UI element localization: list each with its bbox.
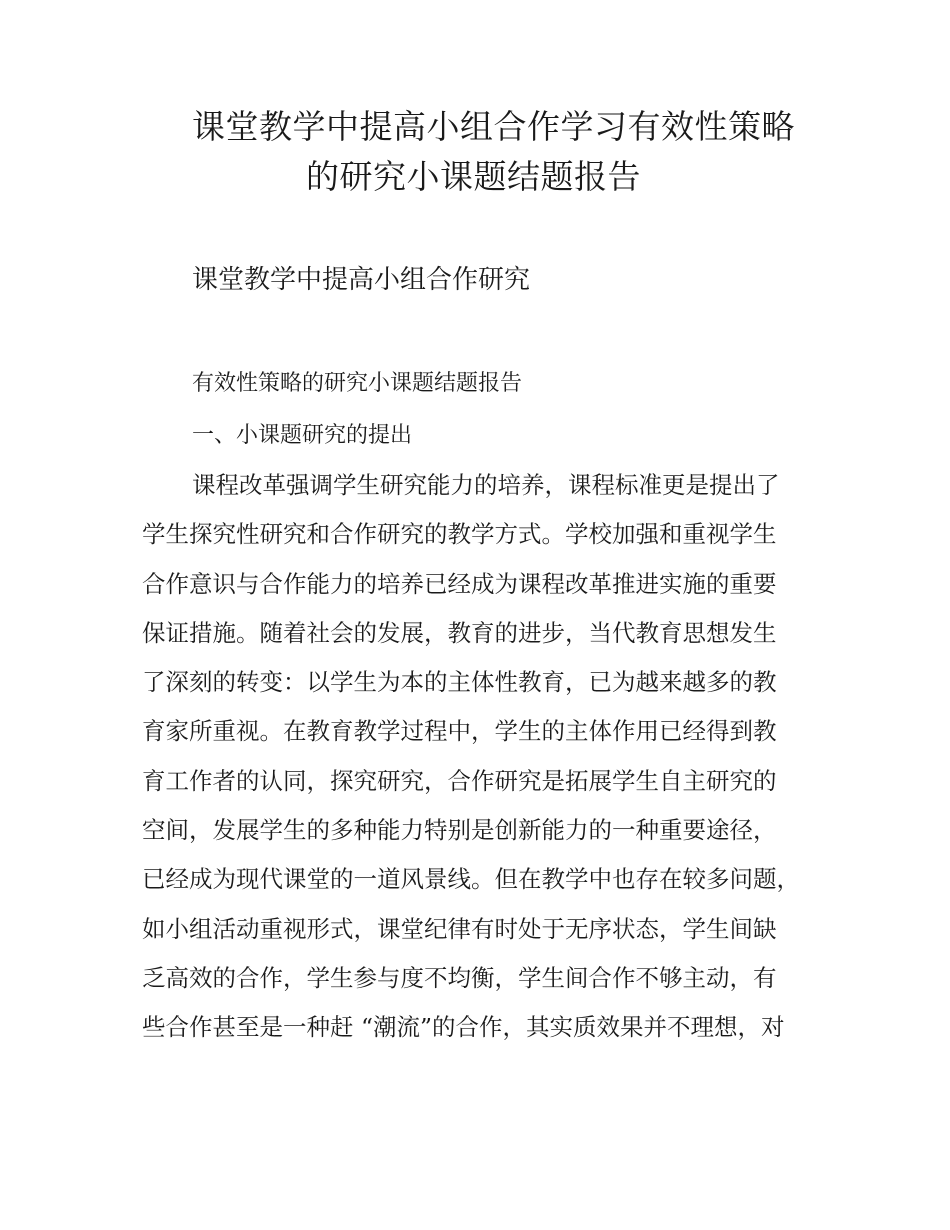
paragraph-line: 保证措施。随着社会的发展，教育的进步，当代教育思想发生: [142, 618, 777, 647]
paragraph-line: 育家所重视。在教育教学过程中，学生的主体作用已经得到教: [142, 717, 777, 746]
paragraph-line: 学生探究性研究和合作研究的教学方式。学校加强和重视学生: [142, 520, 777, 549]
paragraph-line: 些合作甚至是一种赶 “潮流”的合作，其实质效果并不理想，对: [142, 1013, 785, 1042]
body-paragraph: [142, 470, 832, 1062]
paragraph-line: 空间，发展学生的多种能力特别是创新能力的一种重要途径，: [142, 816, 777, 845]
paragraph-line: 了深刻的转变：以学生为本的主体性教育，已为越来越多的教: [142, 668, 777, 697]
paragraph-line: 乏高效的合作，学生参与度不均衡，学生间合作不够主动，有: [142, 963, 777, 992]
paragraph-line: 已经成为现代课堂的一道风景线。但在教学中也存在较多问题，: [142, 865, 800, 894]
paragraph-line: 合作意识与合作能力的培养已经成为课程改革推进实施的重要: [142, 569, 777, 598]
paragraph-line: 育工作者的认同，探究研究，合作研究是拓展学生自主研究的: [142, 766, 777, 795]
section-heading: 一、小课题研究的提出: [192, 423, 413, 448]
paragraph-line: 如小组活动重视形式，课堂纪律有时处于无序状态，学生间缺: [142, 914, 777, 943]
document-title-line-1: 课堂教学中提高小组合作学习有效性策略: [192, 107, 795, 146]
document-subheading: 课堂教学中提高小组合作研究: [192, 265, 531, 295]
report-title-line: 有效性策略的研究小课题结题报告: [192, 371, 523, 396]
document-title-line-2: 的研究小课题结题报告: [306, 157, 641, 196]
paragraph-line: 课程改革强调学生研究能力的培养，课程标准更是提出了: [192, 471, 780, 499]
